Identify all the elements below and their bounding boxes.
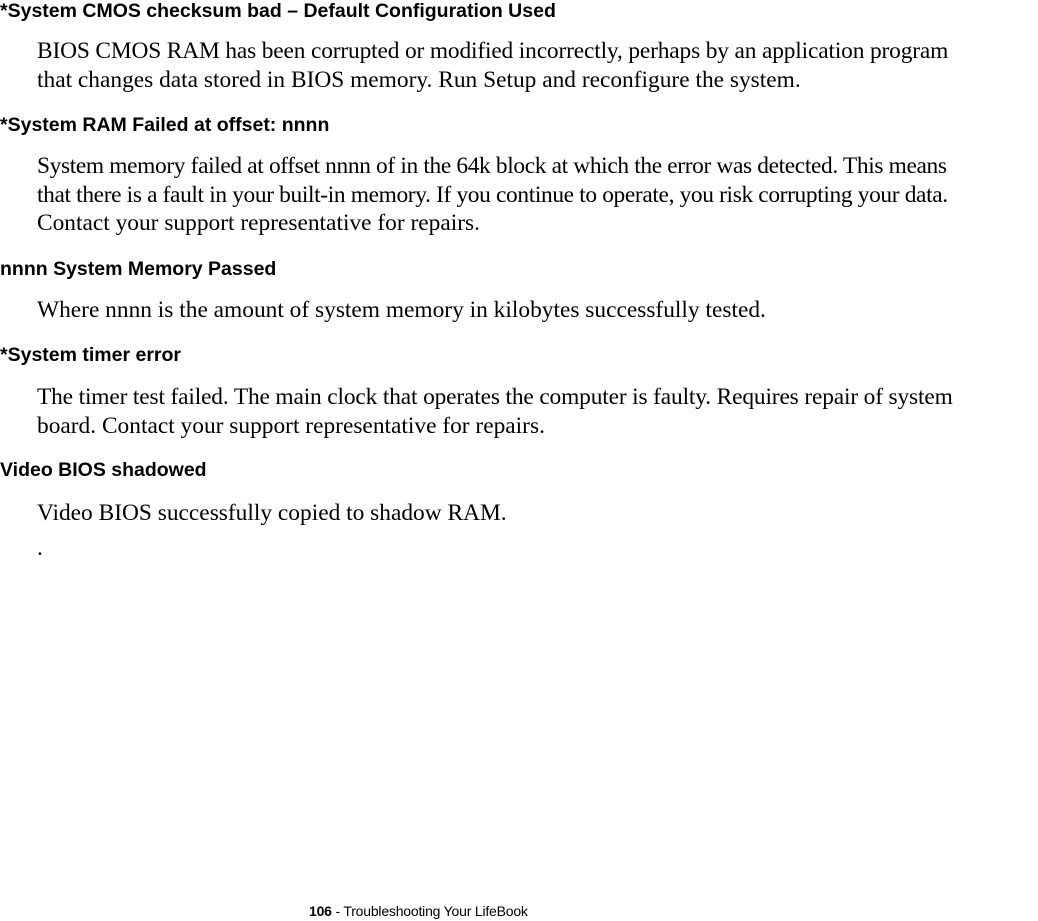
body-line: Video BIOS successfully copied to shadow RAM. — [37, 500, 507, 526]
entry-title-timer-error: *System timer error — [0, 344, 182, 366]
entry-body-video-bios — [37, 499, 1038, 562]
page-footer — [309, 903, 528, 919]
body-line: that changes data stored in BIOS memory. Run Setup and reconfigure the system. — [37, 66, 801, 93]
entry-title-ram-failed: *System RAM Failed at offset: nnnn — [0, 114, 330, 136]
entry-body-timer-error — [37, 383, 1038, 440]
entry-title-cmos-checksum: *System CMOS checksum bad – Default Configuration Used — [0, 0, 556, 22]
body-line: BIOS CMOS RAM has been corrupted or modified incorrectly, perhaps by an application program — [37, 38, 949, 64]
footer-section-title: Troubleshooting Your LifeBook — [343, 903, 528, 919]
body-line: The timer test failed. The main clock that operates the computer is faulty. Requires repair of system — [37, 384, 953, 410]
entry-title-video-bios: Video BIOS shadowed — [0, 459, 207, 481]
trailing-period: . — [37, 534, 43, 561]
body-line: board. Contact your support representative for repairs. — [37, 412, 545, 439]
page-number: 106 — [309, 903, 332, 919]
body-line: Where nnnn is the amount of system memory in kilobytes successfully tested. — [37, 297, 766, 323]
entry-title-memory-passed: nnnn System Memory Passed — [0, 258, 277, 280]
body-line: that there is a fault in your built-in memory. If you continue to operate, you risk corrupting your data. — [37, 181, 948, 208]
footer-separator: - — [331, 903, 344, 919]
entry-body-ram-failed — [37, 152, 1038, 238]
body-line: Contact your support representative for repairs. — [37, 210, 480, 237]
entry-body-cmos-checksum — [37, 37, 1038, 94]
entry-body-memory-passed — [37, 296, 1038, 325]
body-line: System memory failed at offset nnnn of in the 64k block at which the error was detected. This means — [37, 153, 947, 179]
